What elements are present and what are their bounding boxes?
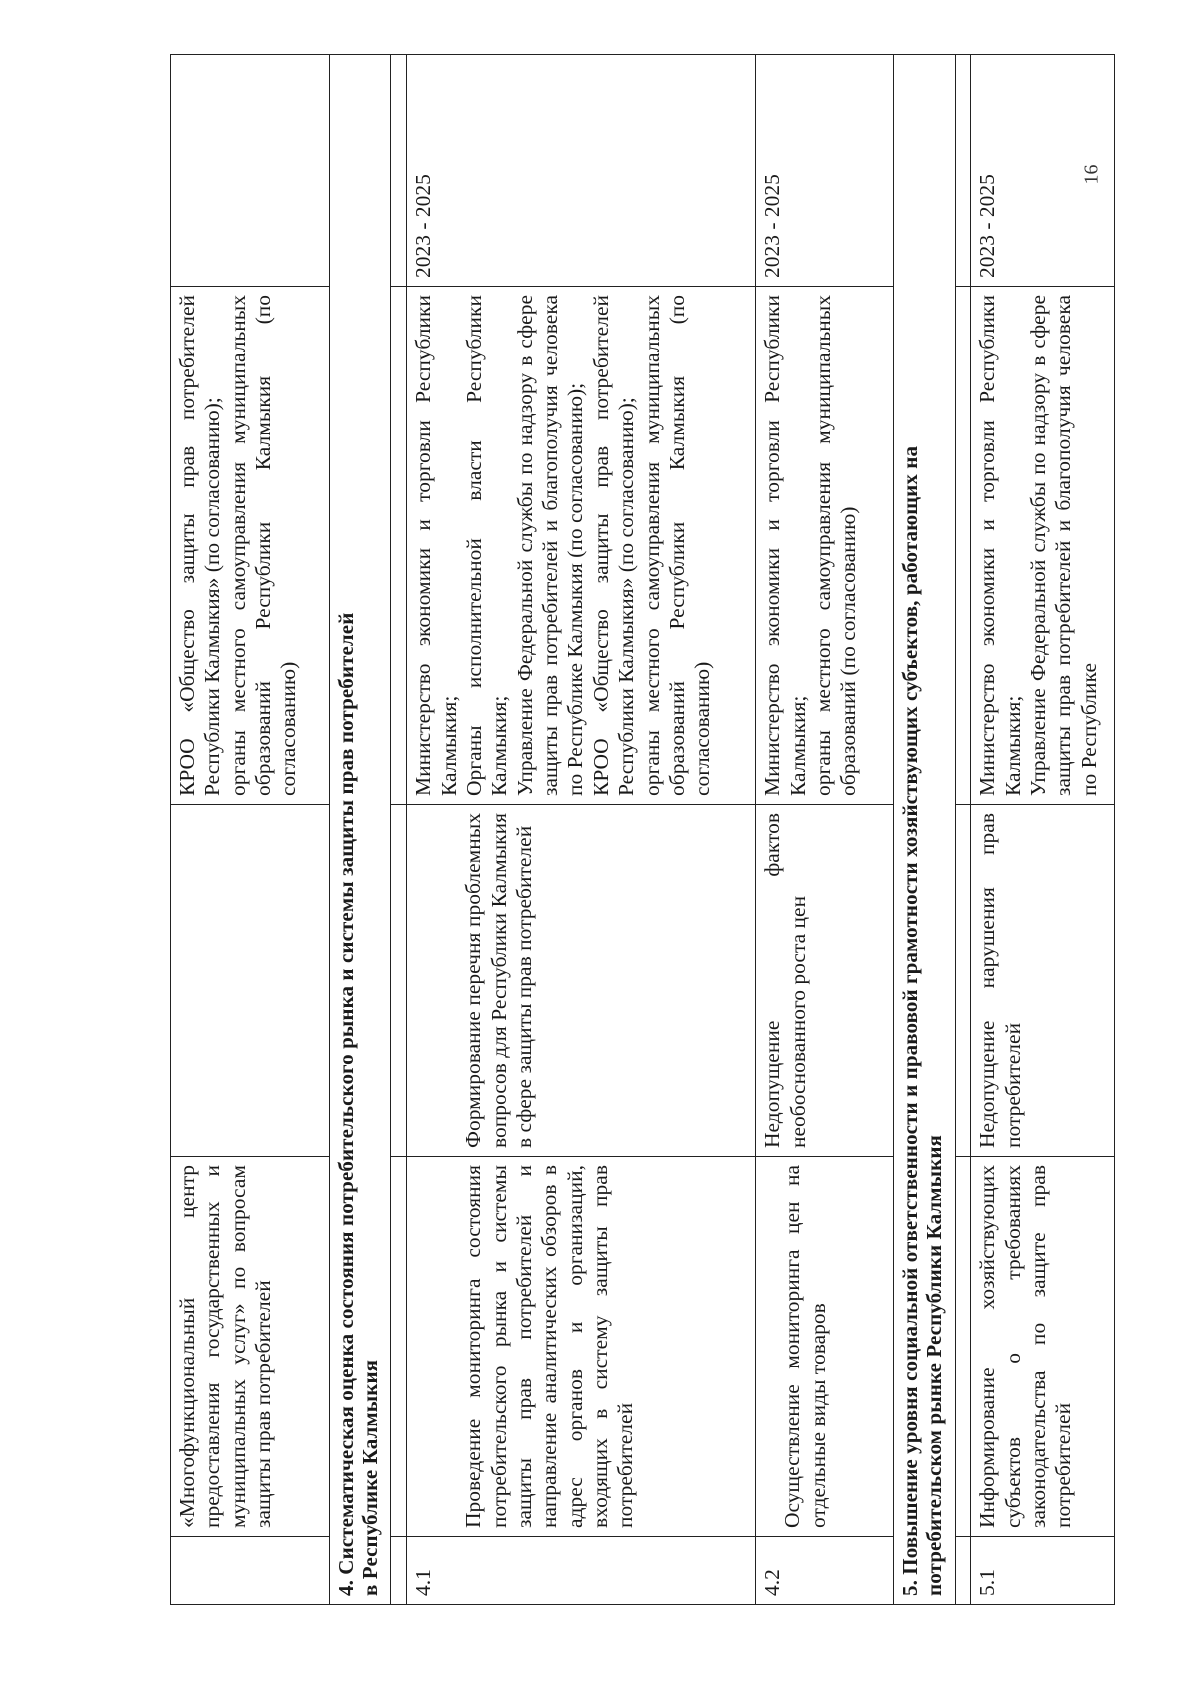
executor-item: Управление Федеральной службы по надзору в сфере защиты прав потребителей и благополучия человека по Республике: [1026, 295, 1101, 796]
spacer-cell: [955, 55, 971, 287]
section-title-line: потребительском рынке Республики Калмыкия: [922, 1135, 947, 1596]
row-number-cell: 5.1: [971, 1537, 1115, 1605]
section-heading-row: [329, 55, 391, 1605]
term-cell: [171, 55, 330, 287]
action-cell: [407, 1157, 756, 1537]
spacer-cell: [391, 1157, 407, 1537]
result-cell: [171, 805, 330, 1157]
result-cell: Недопущение фактов необоснованного роста цен: [756, 805, 893, 1157]
term-cell: 2023 - 2025: [756, 55, 893, 287]
section-title-line: 4. Систематическая оценка состояния потребительского рынка и системы защиты прав потребителей: [333, 612, 358, 1596]
table-row: [171, 55, 330, 1605]
spacer-cell: [391, 1537, 407, 1605]
executor-item: органы местного самоуправления муниципальных образований Республики Калмыкия (по согласованию): [639, 295, 715, 796]
section-4-title: [329, 55, 391, 1605]
executors-cell: [171, 287, 330, 805]
spacer-cell: [955, 1537, 971, 1605]
executors-cell: [756, 287, 893, 805]
action-cell: [756, 1157, 893, 1537]
spacer-row: [955, 55, 971, 1605]
row-number-cell: 4.2: [756, 1537, 893, 1605]
spacer-cell: [955, 1157, 971, 1537]
spacer-cell: [955, 287, 971, 805]
section-5-title: [893, 55, 955, 1605]
section-heading-row: [893, 55, 955, 1605]
executor-item: органы местного самоуправления муниципальных образований Республики Калмыкия (по согласованию): [225, 295, 301, 796]
page-number: 16: [1080, 164, 1103, 185]
table-row: [407, 55, 756, 1605]
action-text: Осуществление мониторинга цен на отдельные виды товаров: [780, 1165, 830, 1528]
row-number-cell: [171, 1537, 330, 1605]
result-text: Формирование перечня проблемных вопросов для Республики Калмыкия в сфере защиты прав потребителей: [461, 813, 537, 1148]
executors-cell: [971, 287, 1115, 805]
executor-item: Министерство экономики и торговли Республики Калмыкия;: [760, 295, 810, 796]
table-row: [756, 55, 893, 1605]
executor-item: КРОО «Общество защиты прав потребителей Республики Калмыкия» (по согласованию);: [588, 295, 639, 796]
spacer-cell: [391, 805, 407, 1157]
executor-item: Министерство экономики и торговли Республики Калмыкия;: [411, 295, 461, 796]
result-cell: [407, 805, 756, 1157]
spacer-row: [391, 55, 407, 1605]
executor-item: Управление Федеральной службы по надзору в сфере защиты прав потребителей и благополучия человека по Республике Калмыкия (по согласованию);: [512, 295, 588, 796]
action-plan-table: [170, 54, 1115, 1605]
result-cell: Недопущение нарушения прав потребителей: [971, 805, 1115, 1157]
action-cell: «Многофункциональный центр предоставления государственных и муниципальных услуг» по вопросам защиты прав потребителей: [171, 1157, 330, 1537]
executor-item: Органы исполнительной власти Республики Калмыкия;: [462, 295, 512, 796]
action-cell: Информирование хозяйствующих субъектов о требованиях законодательства по защите прав потребителей: [971, 1157, 1115, 1537]
row-number-cell: 4.1: [407, 1537, 756, 1605]
action-text: Проведение мониторинга состояния потребительского рынка и системы защиты прав потребителей и направление аналитических обзоров в адрес органов и организаций, входящих в систему защиты прав потребителей: [461, 1165, 638, 1528]
section-title-line: в Республике Калмыкия: [358, 1359, 383, 1596]
spacer-cell: [391, 55, 407, 287]
table-row: [971, 55, 1115, 1605]
executors-cell: [407, 287, 756, 805]
executor-item: Министерство экономики и торговли Республики Калмыкия;: [975, 295, 1025, 796]
executor-item: органы местного самоуправления муниципальных образований (по согласованию): [810, 295, 861, 796]
term-cell: 2023 - 2025: [971, 55, 1115, 287]
executor-item: КРОО «Общество защиты прав потребителей Республики Калмыкия» (по согласованию);: [175, 295, 225, 796]
spacer-cell: [955, 805, 971, 1157]
term-cell: 2023 - 2025: [407, 55, 756, 287]
rotated-page-content: [170, 55, 1115, 1605]
spacer-cell: [391, 287, 407, 805]
section-title-line: 5. Повышение уровня социальной ответственности и правовой грамотности хозяйствующих субъектов, работающих на: [897, 445, 922, 1596]
